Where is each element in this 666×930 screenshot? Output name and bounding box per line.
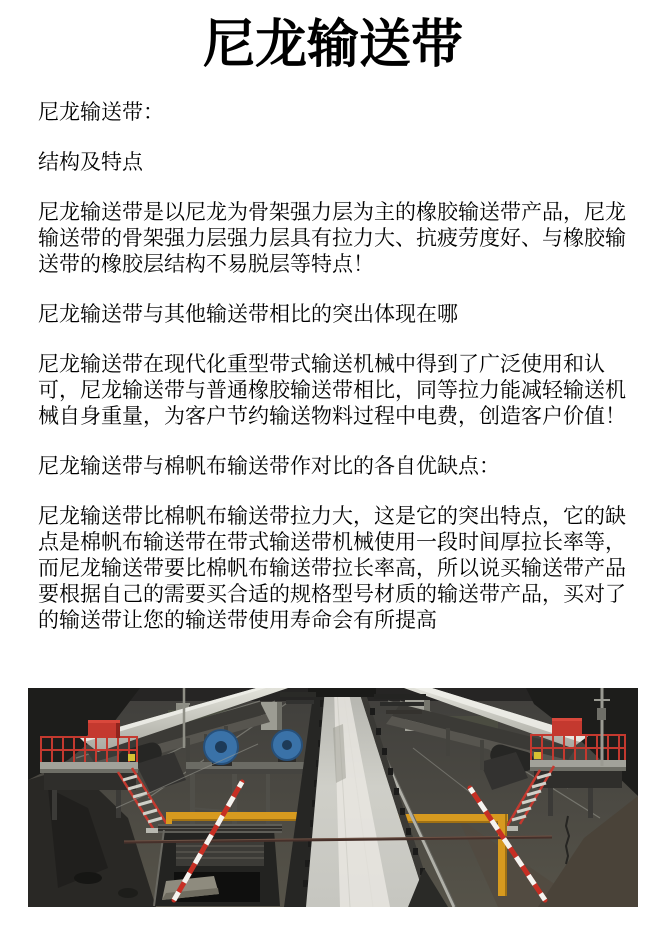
article-body	[38, 100, 628, 634]
paragraph-intro-label: 尼龙输送带：	[38, 101, 164, 124]
paragraph-section-comparison: 尼龙输送带与其他输送带相比的突出体现在哪	[38, 303, 458, 326]
page-title: 尼龙输送带	[202, 16, 463, 74]
paragraph-section-structure: 结构及特点	[38, 151, 143, 174]
conveyor-belts-photo	[28, 688, 638, 907]
paragraph-structure-detail: 尼龙输送带是以尼龙为骨架强力层为主的橡胶输送带产品，尼龙输送带的骨架强力层强力层具有拉力大、抗疲劳度好、与橡胶输送带的橡胶层结构不易脱层等特点！	[38, 201, 626, 276]
conveyor-scene	[28, 688, 638, 907]
paragraph-cotton-canvas-detail: 尼龙输送带比棉帆布输送带拉力大，这是它的突出特点，它的缺点是棉帆布输送带在带式输送带机械使用一段时间厚拉长率等，而尼龙输送带要比棉帆布输送带拉长率高，所以说买输送带产品要根据自己的需要买合适的规格型号材质的输送带产品，买对了的输送带让您的输送带使用寿命会有所提高	[38, 505, 626, 632]
paragraph-section-cotton-canvas: 尼龙输送带与棉帆布输送带作对比的各自优缺点：	[38, 455, 500, 478]
paragraph-comparison-detail: 尼龙输送带在现代化重型带式输送机械中得到了广泛使用和认可，尼龙输送带与普通橡胶输送带相比，同等拉力能减轻输送机械自身重量，为客户节约输送物料过程中电费，创造客户价值！	[38, 353, 626, 428]
